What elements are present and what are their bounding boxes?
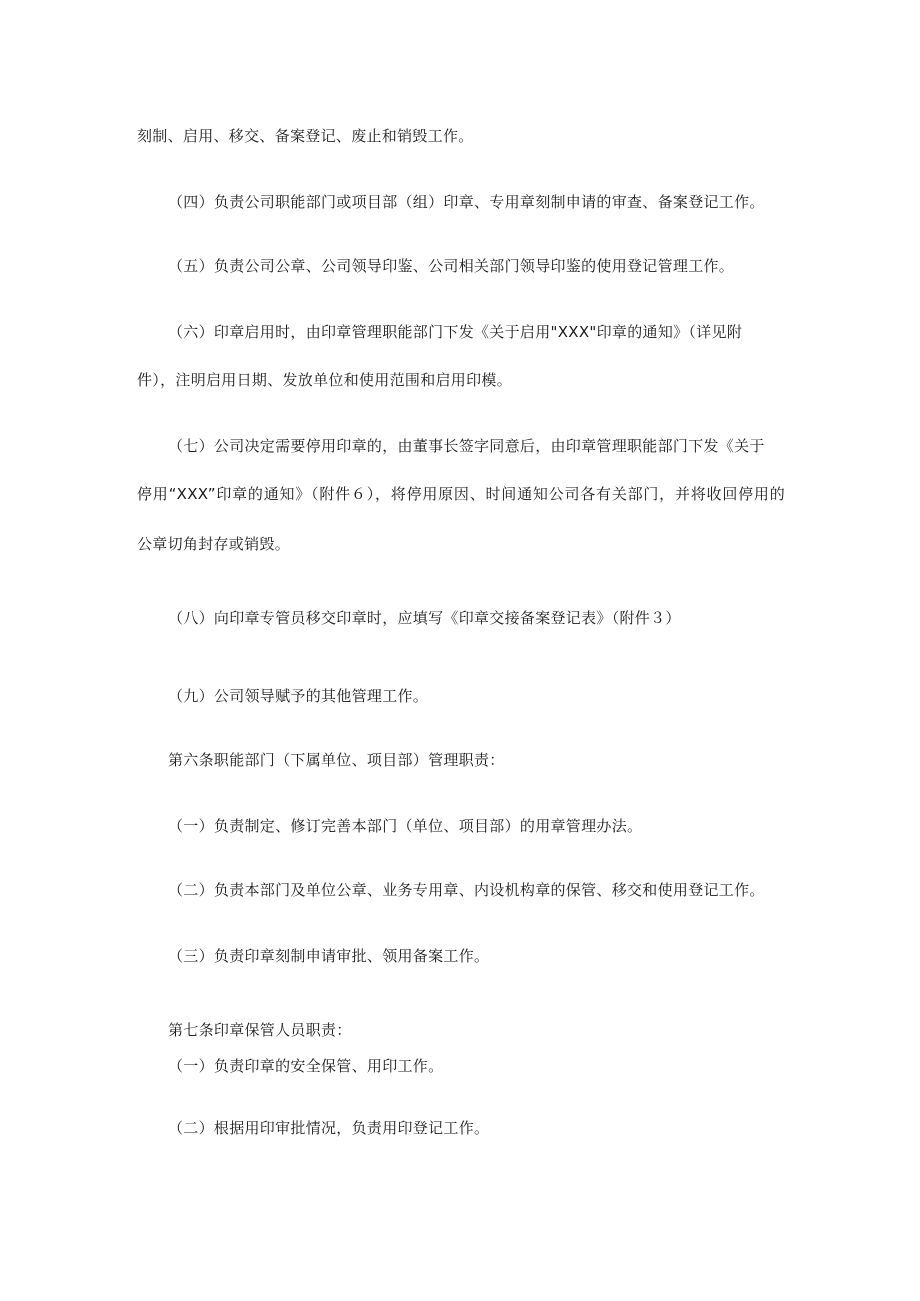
- text-line-17: （二）根据用印审批情况，负责用印登记工作。: [168, 1119, 490, 1137]
- text-line-12: （一）负责制定、修订完善本部门（单位、项目部）的用章管理办法。: [168, 817, 643, 835]
- text-line-6: （七）公司决定需要停用印章的，由董事长签字同意后，由印章管理职能部门下发《关于: [168, 437, 765, 455]
- text-line-1: 刻制、启用、移交、备案登记、废止和销毁工作。: [137, 127, 474, 145]
- text-line-7: 停用“XXX”印章的通知》（附件６），将停用原因、时间通知公司各有关部门，并将收回停用的: [137, 485, 785, 503]
- text-line-14: （三）负责印章刻制申请审批、领用备案工作。: [168, 947, 490, 965]
- text-line-3: （五）负责公司公章、公司领导印鉴、公司相关部门领导印鉴的使用登记管理工作。: [168, 257, 735, 275]
- text-line-2: （四）负责公司职能部门或项目部（组）印章、专用章刻制申请的审查、备案登记工作。: [168, 193, 765, 211]
- text-line-4: （六）印章启用时，由印章管理职能部门下发《关于启用"XXX"印章的通知》（详见附: [168, 323, 743, 341]
- text-line-16: （一）负责印章的安全保管、用印工作。: [168, 1057, 444, 1075]
- text-line-15: 第七条印章保管人员职责：: [168, 1021, 352, 1039]
- text-line-8: 公章切角封存或销毁。: [137, 535, 291, 553]
- text-line-9: （八）向印章专管员移交印章时，应填写《印章交接备案登记表》（附件３）: [168, 609, 681, 627]
- text-line-10: （九）公司领导赋予的其他管理工作。: [168, 687, 429, 705]
- text-line-11: 第六条职能部门（下属单位、项目部）管理职责：: [168, 751, 505, 769]
- text-line-5: 件），注明启用日期、发放单位和使用范围和启用印模。: [137, 371, 513, 389]
- text-line-13: （二）负责本部门及单位公章、业务专用章、内设机构章的保管、移交和使用登记工作。: [168, 881, 765, 899]
